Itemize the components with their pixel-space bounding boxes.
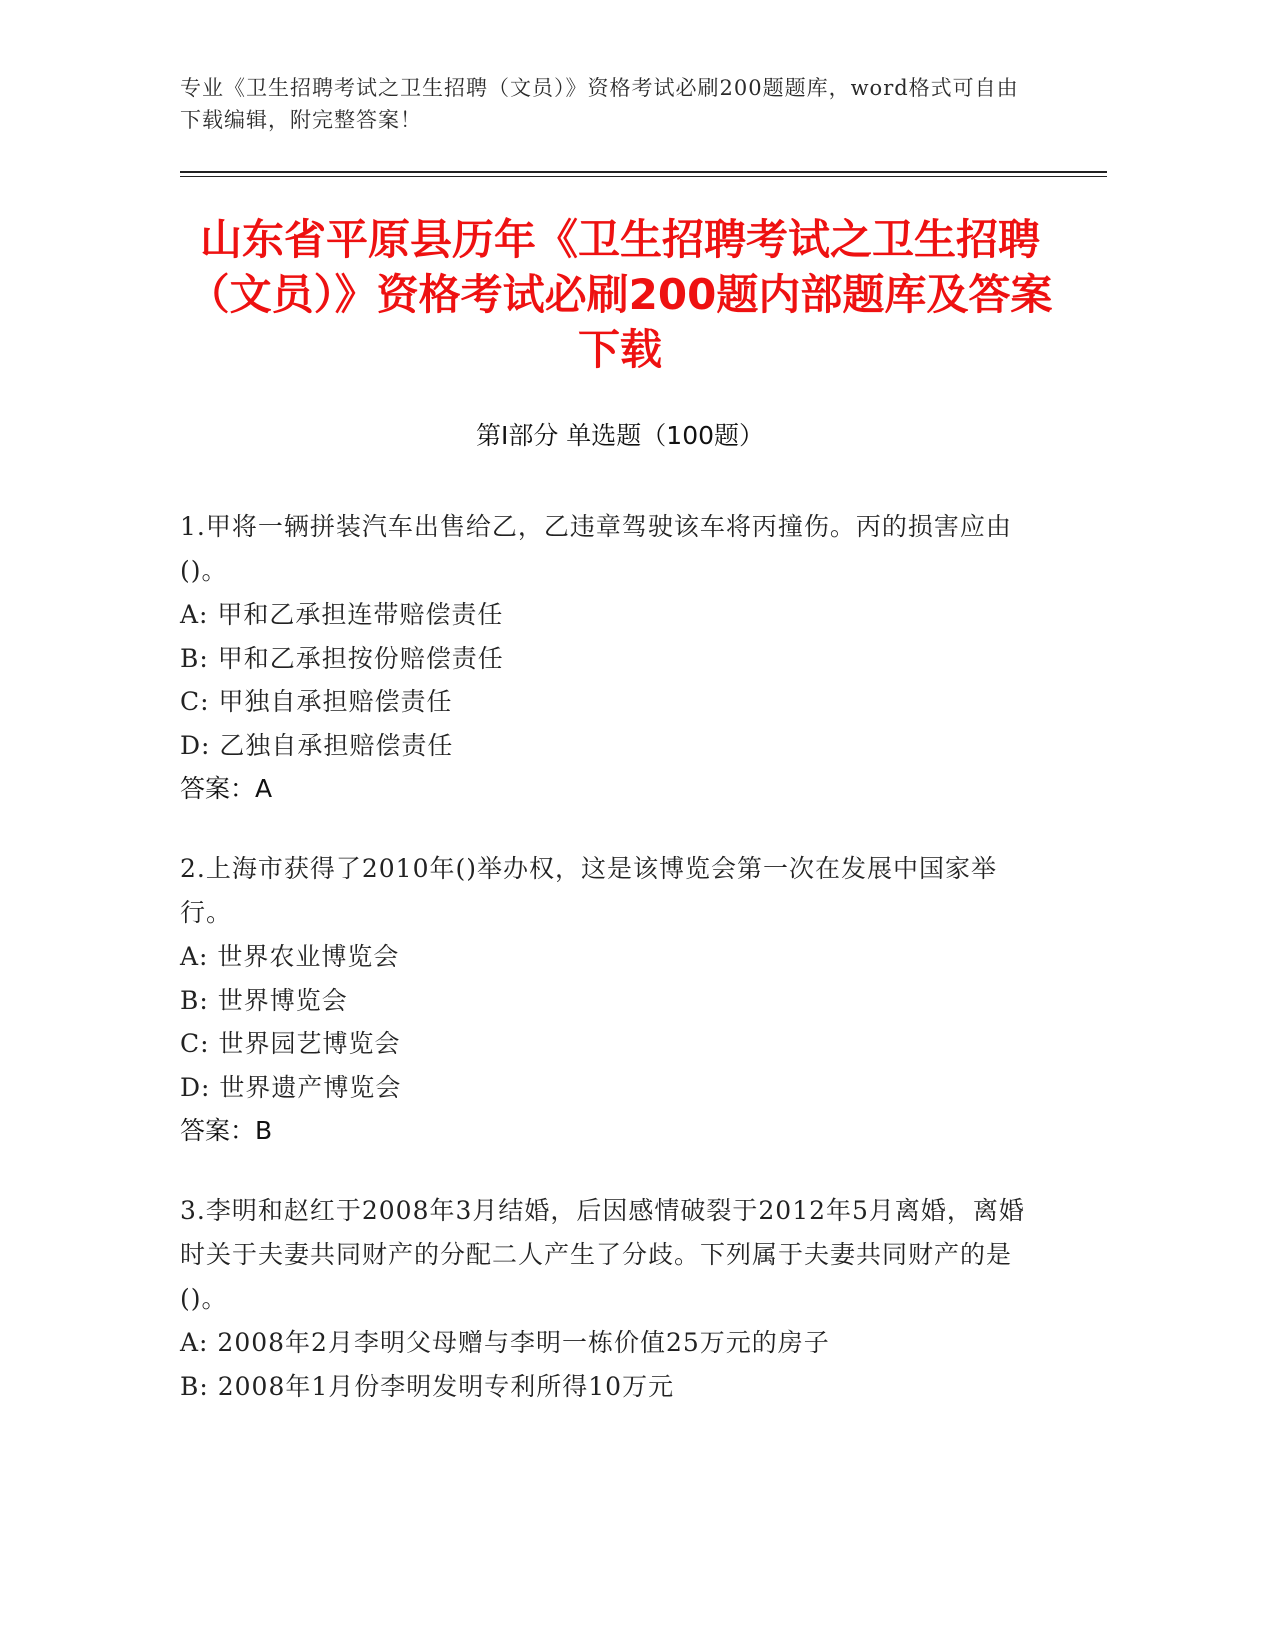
question-stem: 2.上海市获得了2010年()举办权，这是该博览会第一次在发展中国家举行。 — [180, 854, 997, 927]
answer-line: 答案：A — [180, 774, 273, 803]
header-divider-thick — [180, 171, 1107, 173]
option-b: B: 世界博览会 — [180, 985, 348, 1015]
header-note: 专业《卫生招聘考试之卫生招聘（文员）》资格考试必刷200题题库，word格式可自由下载编辑，附完整答案！ — [180, 76, 1019, 132]
option-b: B: 2008年1月份李明发明专利所得10万元 — [180, 1371, 675, 1401]
option-d: D: 乙独自承担赔偿责任 — [180, 730, 454, 760]
option-a: A: 2008年2月李明父母赠与李明一栋价值25万元的房子 — [180, 1328, 830, 1357]
question-1 — [180, 505, 1040, 811]
question-list — [180, 505, 1040, 1444]
option-d: D: 世界遗产博览会 — [180, 1072, 402, 1102]
option-c: C: 世界园艺博览会 — [180, 1029, 401, 1058]
option-c: C: 甲独自承担赔偿责任 — [180, 687, 453, 716]
question-2 — [180, 847, 1040, 1153]
question-stem: 3.李明和赵红于2008年3月结婚，后因感情破裂于2012年5月离婚，离婚时关于夫妻共同财产的分配二人产生了分歧。下列属于夫妻共同财产的是()。 — [180, 1196, 1025, 1313]
header-divider-thin — [180, 176, 1107, 177]
option-b: B: 甲和乙承担按份赔偿责任 — [180, 643, 504, 673]
option-a: A: 世界农业博览会 — [180, 942, 400, 971]
document-title: 山东省平原县历年《卫生招聘考试之卫生招聘（文员）》资格考试必刷200题内部题库及答案下载 — [187, 215, 1053, 374]
question-3 — [180, 1189, 1040, 1408]
option-a: A: 甲和乙承担连带赔偿责任 — [180, 600, 504, 629]
answer-line: 答案：B — [180, 1116, 273, 1145]
question-stem: 1.甲将一辆拼装汽车出售给乙，乙违章驾驶该车将丙撞伤。丙的损害应由()。 — [180, 512, 1012, 585]
section-heading: 第I部分 单选题（100题） — [475, 421, 765, 450]
